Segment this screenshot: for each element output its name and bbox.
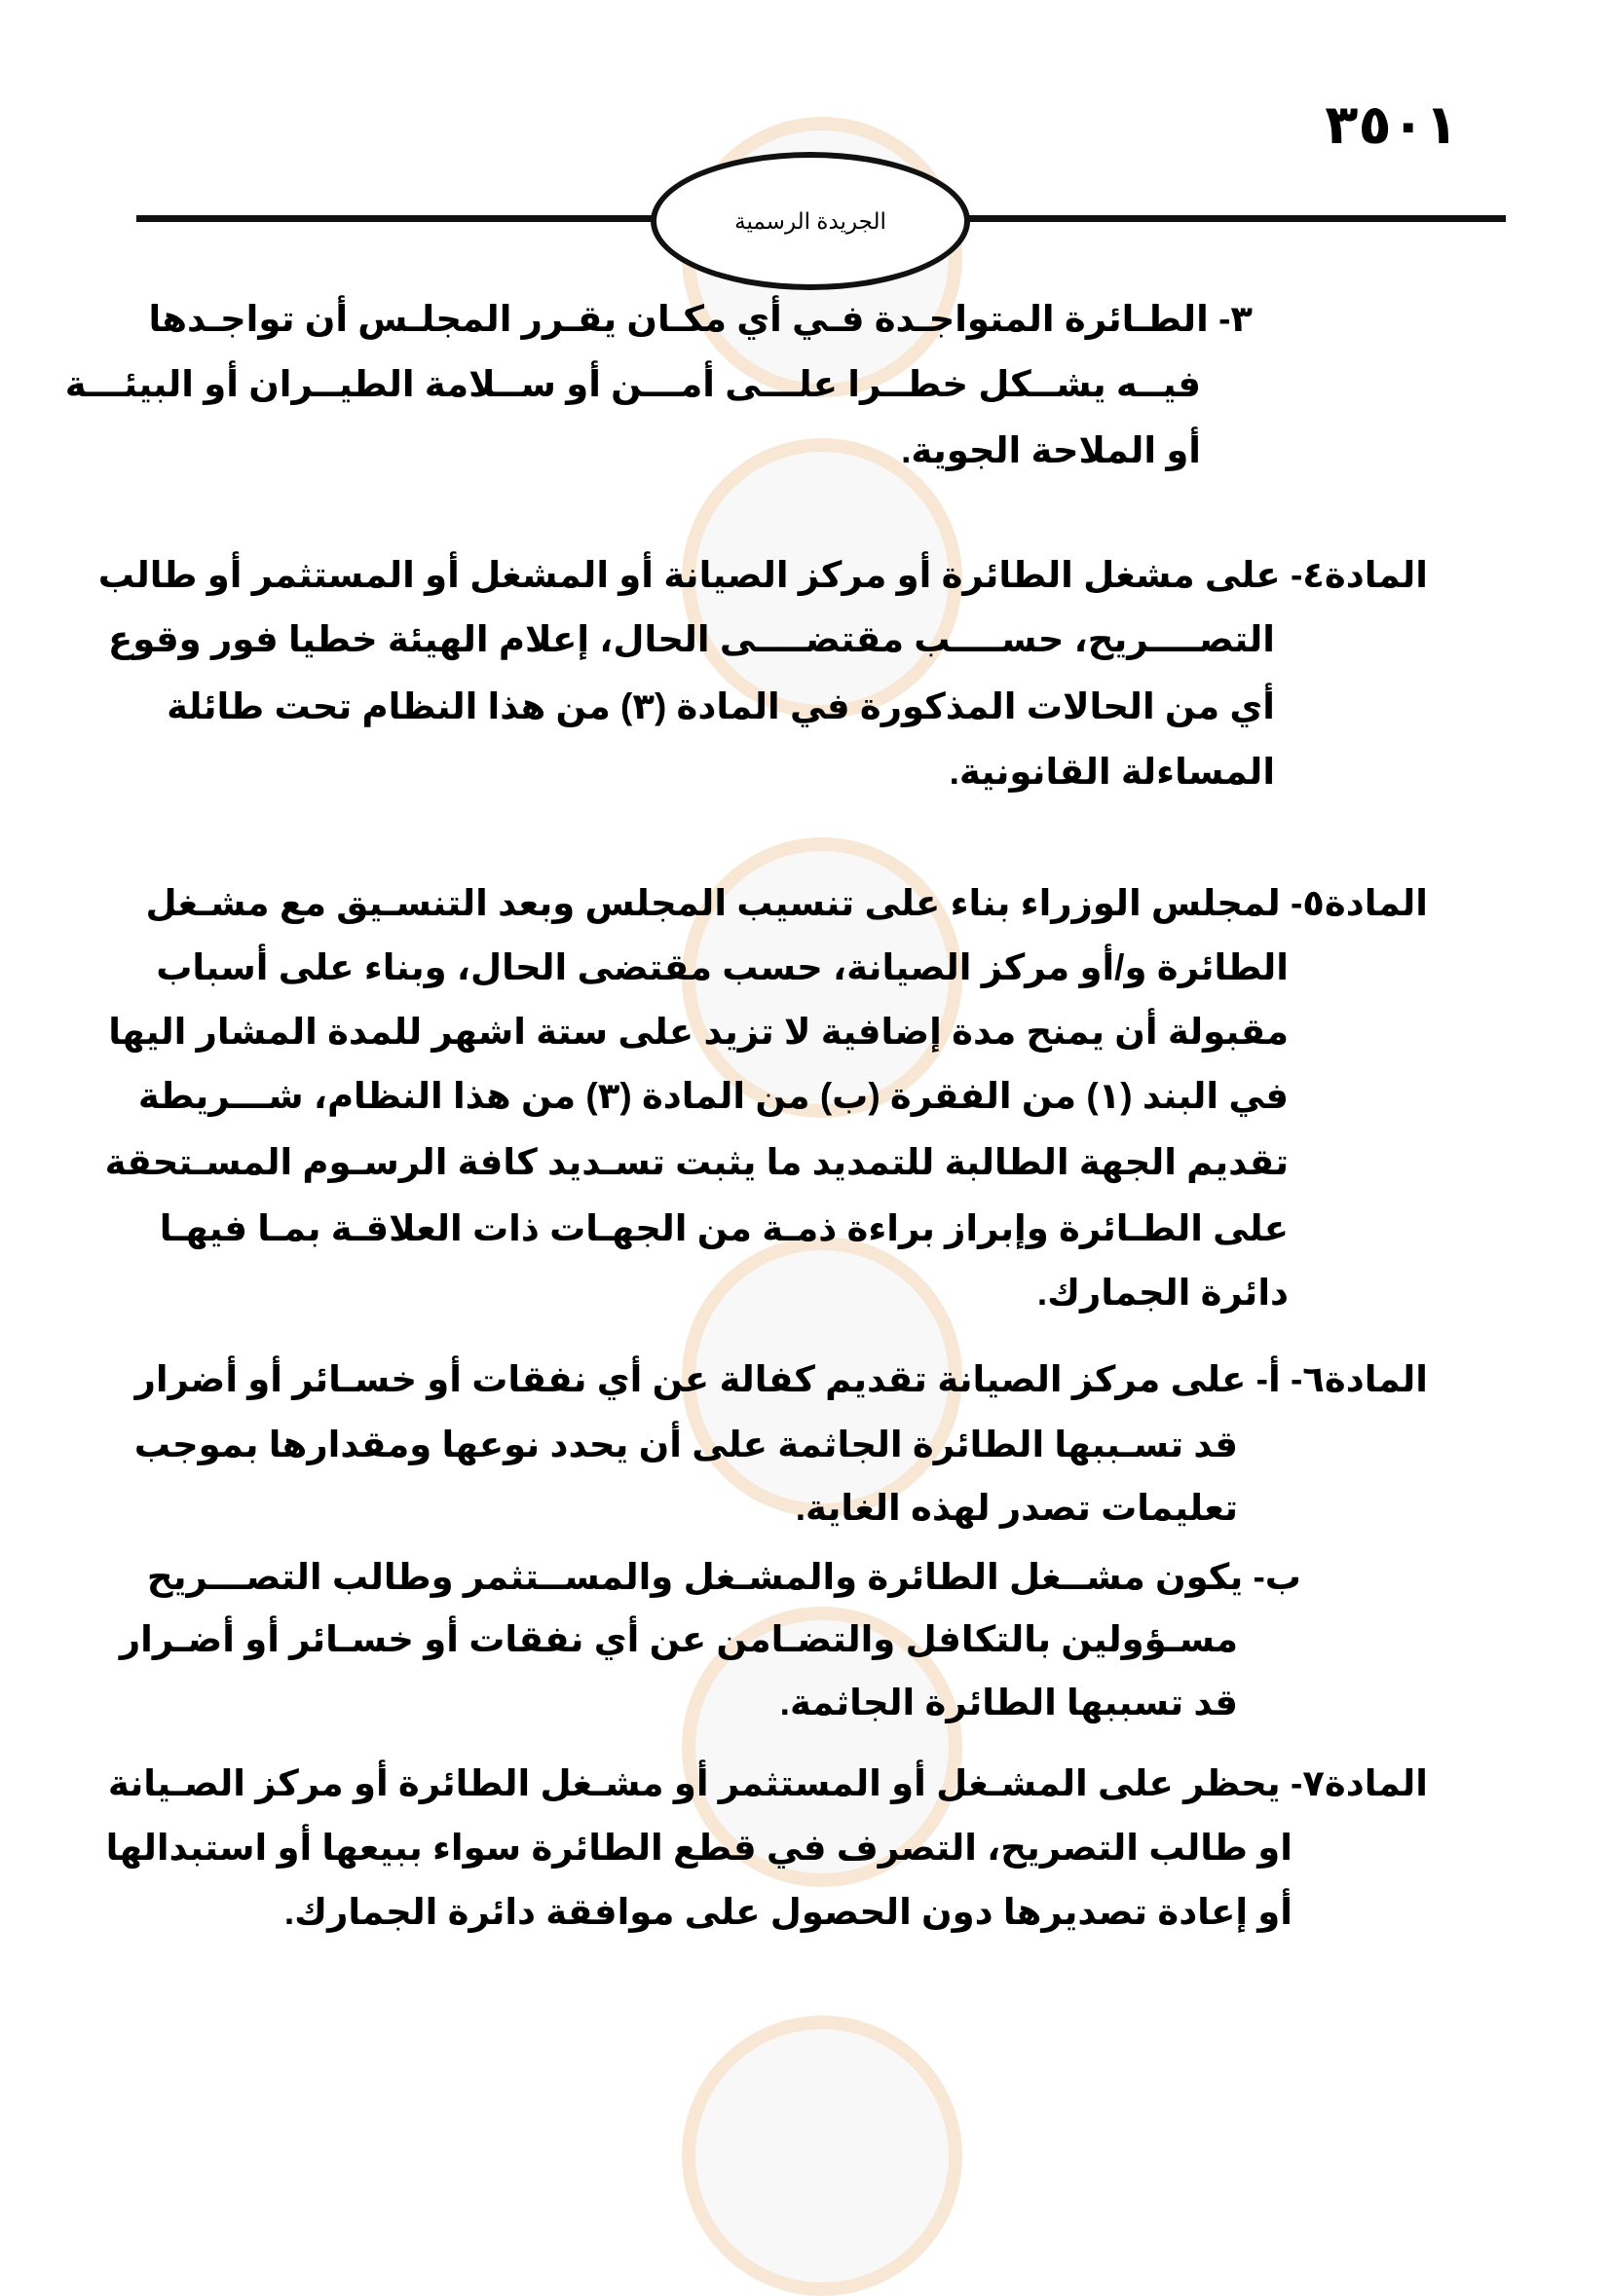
gazette-title: الجريدة الرسمية xyxy=(734,207,886,234)
article5-line: في البند (١) من الفقرة (ب) من المادة (٣) من هذا النظام، شـــريطة xyxy=(137,1076,1289,1116)
item3-line: فيــه يشــكل خطــرا علـــى أمـــن أو ســلامة الطيــران أو البيئـــة xyxy=(64,364,1201,404)
article5-line: الطائرة و/أو مركز الصيانة، حسب مقتضى الحال، وبناء على أسباب xyxy=(156,947,1289,987)
article7-line: أو إعادة تصديرها دون الحصول على موافقة دائرة الجمارك. xyxy=(283,1892,1293,1932)
item3-line: ٣- الطـائرة المتواجـدة فـي أي مكـان يقـرر المجلـس أن تواجـدها xyxy=(148,299,1253,339)
article6a-line: تعليمات تصدر لهذه الغاية. xyxy=(795,1488,1238,1528)
article5-line: تقديم الجهة الطالبة للتمديد ما يثبت تسـديد كافة الرسـوم المسـتحقة xyxy=(104,1142,1289,1182)
article6b-line: ب- يكون مشــغل الطائرة والمشـغل والمســتثمر وطالب التصـــريح xyxy=(146,1557,1301,1597)
article4-line: التصــــريح، حســــب مقتضــــى الحال، إعلام الهيئة خطيا فور وقوع xyxy=(107,619,1275,659)
article4-line: أي من الحالات المذكورة في المادة (٣) من هذا النظام تحت طائلة xyxy=(167,686,1275,726)
article6b-line: قد تسببها الطائرة الجاثمة. xyxy=(779,1683,1238,1722)
article5-line: على الطـائرة وإبراز براءة ذمـة من الجهـات ذات العلاقـة بمـا فيهـا xyxy=(159,1208,1289,1248)
article4-line: المساءلة القانونية. xyxy=(949,752,1275,792)
article6a-line: المادة٦- أ- على مركز الصيانة تقديم كفالة عن أي نفقات أو خسـائر أو أضرار xyxy=(134,1359,1428,1399)
article5-line: المادة٥- لمجلس الوزراء بناء على تنسيب المجلس وبعد التنسـيق مع مشـغل xyxy=(145,883,1428,923)
article7-line: المادة٧- يحظر على المشـغل أو المستثمر أو مشـغل الطائرة أو مركز الصـيانة xyxy=(107,1763,1428,1803)
article5-line: دائرة الجمارك. xyxy=(1036,1273,1289,1313)
article5-line: مقبولة أن يمنح مدة إضافية لا تزيد على ستة اشهر للمدة المشار اليها xyxy=(108,1012,1289,1052)
article7-line: او طالب التصريح، التصرف في قطع الطائرة سواء ببيعها أو استبدالها xyxy=(105,1828,1293,1868)
article4-line: المادة٤- على مشغل الطائرة أو مركز الصيانة أو المشغل أو المستثمر أو طالب xyxy=(97,555,1428,595)
article6a-line: قد تسـببها الطائرة الجاثمة على أن يحدد نوعها ومقدارها بموجب xyxy=(133,1425,1238,1464)
gazette-seal xyxy=(651,152,970,290)
item3-line: أو الملاحة الجوية. xyxy=(901,430,1201,470)
watermark-clock-icon xyxy=(682,2016,962,2296)
page-number: ٣٥٠١ xyxy=(1325,93,1458,155)
article6b-line: مسـؤولين بالتكافل والتضـامن عن أي نفقات أو خسـائر أو أضـرار xyxy=(119,1619,1238,1659)
